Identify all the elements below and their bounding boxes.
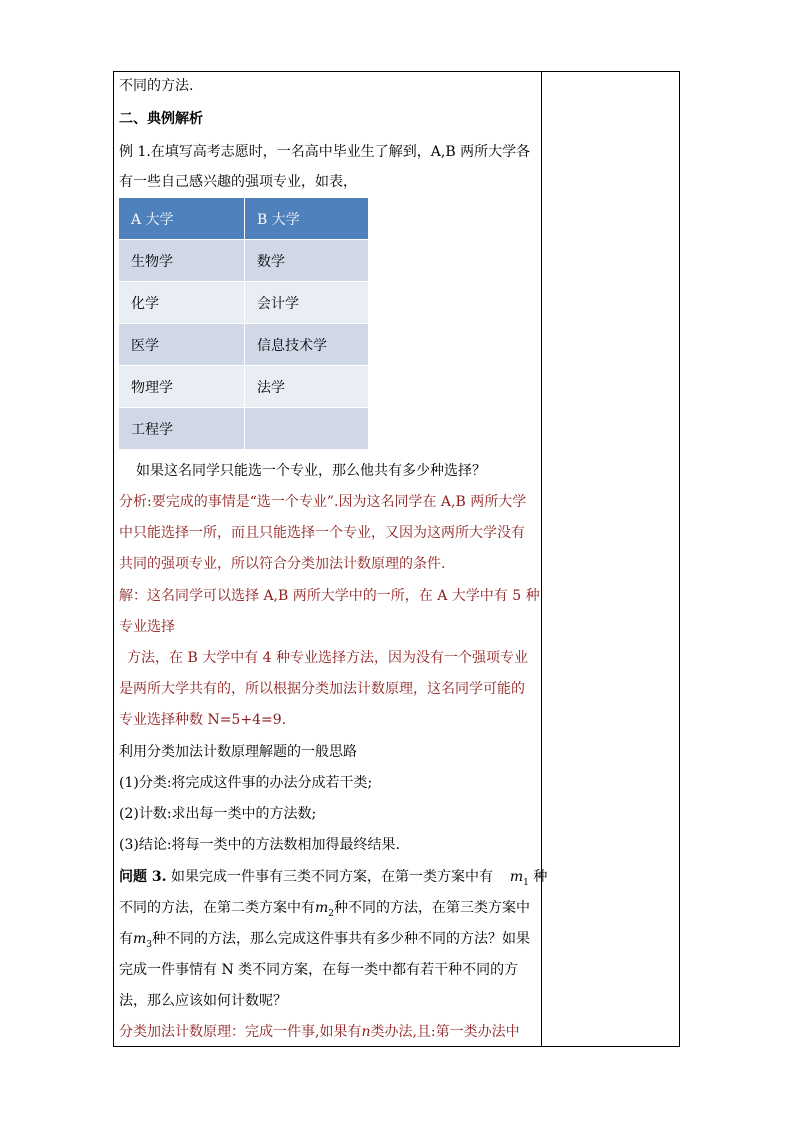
- table-cell: 会计学: [245, 282, 369, 324]
- principle-text: 完成一件事,如果有: [245, 1024, 362, 1040]
- problem-text: 种不同的方法，在第三类方案中: [334, 900, 531, 916]
- table-cell: 生物学: [119, 240, 245, 282]
- method-heading: 利用分类加法计数原理解题的一般思路: [119, 744, 357, 760]
- math-var: n: [361, 1024, 371, 1040]
- problem-line: [119, 929, 530, 949]
- table-header-cell: A 大学: [119, 198, 245, 240]
- column-divider: [541, 72, 542, 1046]
- question-line: 如果这名同学只能选一个专业，那么他共有多少种选择？: [136, 463, 486, 479]
- math-sub: 3: [146, 939, 153, 950]
- problem-text: 如果完成一件事有三类不同方案，在第一类方案中有: [170, 869, 493, 885]
- problem-text: 不同的方法，在第二类方案中有: [119, 900, 315, 916]
- principle-label: 分类加法计数原理：: [119, 1024, 245, 1040]
- math-var: m: [509, 869, 524, 885]
- problem-text: 种不同的方法，那么完成这件事共有多少种不同的方法？如果: [152, 931, 531, 947]
- table-cell: 物理学: [119, 366, 245, 408]
- text-line: 不同的方法.: [119, 78, 194, 94]
- problem-line: [119, 898, 530, 918]
- majors-table: [119, 198, 369, 450]
- document-frame: [113, 71, 680, 1047]
- table-row: [119, 282, 369, 324]
- principle-line: [119, 1022, 520, 1042]
- problem-text: 有: [119, 931, 133, 947]
- table-header-row: [119, 198, 369, 240]
- solution-line: 方法，在 B 大学中有 4 种专业选择方法，因为没有一个强项专业: [127, 650, 528, 666]
- principle-text: 类办法,且:第一类办法中: [370, 1024, 520, 1040]
- math-var: m: [133, 931, 147, 947]
- analysis-line: 共同的强项专业，所以符合分类加法计数原理的条件.: [119, 556, 446, 572]
- solution-line: 专业选择: [119, 619, 175, 635]
- table-header-cell: B 大学: [245, 198, 369, 240]
- method-step: (3)结论:将每一类中的方法数相加得最终结果.: [119, 837, 400, 853]
- solution-line: 解：这名同学可以选择 A,B 两所大学中的一所，在 A 大学中有 5 种: [119, 588, 540, 604]
- table-cell: 工程学: [119, 408, 245, 450]
- table-cell: 法学: [245, 366, 369, 408]
- math-sub: 2: [328, 908, 335, 919]
- table-row: [119, 408, 369, 450]
- table-row: [119, 366, 369, 408]
- math-sub: 1: [523, 877, 529, 888]
- table-cell: 信息技术学: [245, 324, 369, 366]
- section-heading: 二、典例解析: [119, 111, 203, 127]
- problem-line: [119, 867, 547, 887]
- table-cell: [245, 408, 369, 450]
- analysis-line: 分析:要完成的事情是“选一个专业”.因为这名同学在 A,B 两所大学: [119, 494, 527, 510]
- table-row: [119, 324, 369, 366]
- problem-line: 完成一件事情有 N 类不同方案，在每一类中都有若干种不同的方: [119, 962, 519, 978]
- math-var: m: [315, 900, 329, 916]
- method-step: (1)分类:将完成这件事的办法分成若干类;: [119, 775, 373, 791]
- problem-text: 种: [533, 869, 548, 885]
- solution-line: 专业选择种数 N=5+4=9.: [119, 712, 287, 728]
- example-line: 例 1.在填写高考志愿时，一名高中毕业生了解到，A,B 两所大学各: [119, 144, 531, 160]
- problem-line: 法，那么应该如何计数呢？: [119, 993, 287, 1009]
- example-line: 有一些自己感兴趣的强项专业，如表，: [119, 174, 357, 190]
- problem-label: 问题 3.: [119, 869, 167, 885]
- solution-line: 是两所大学共有的，所以根据分类加法计数原理，这名同学可能的: [119, 681, 525, 697]
- table-cell: 医学: [119, 324, 245, 366]
- table-cell: 数学: [245, 240, 369, 282]
- table-cell: 化学: [119, 282, 245, 324]
- method-step: (2)计数:求出每一类中的方法数;: [119, 806, 317, 822]
- analysis-line: 中只能选择一所，而且只能选择一个专业，又因为这两所大学没有: [119, 525, 525, 541]
- table-row: [119, 240, 369, 282]
